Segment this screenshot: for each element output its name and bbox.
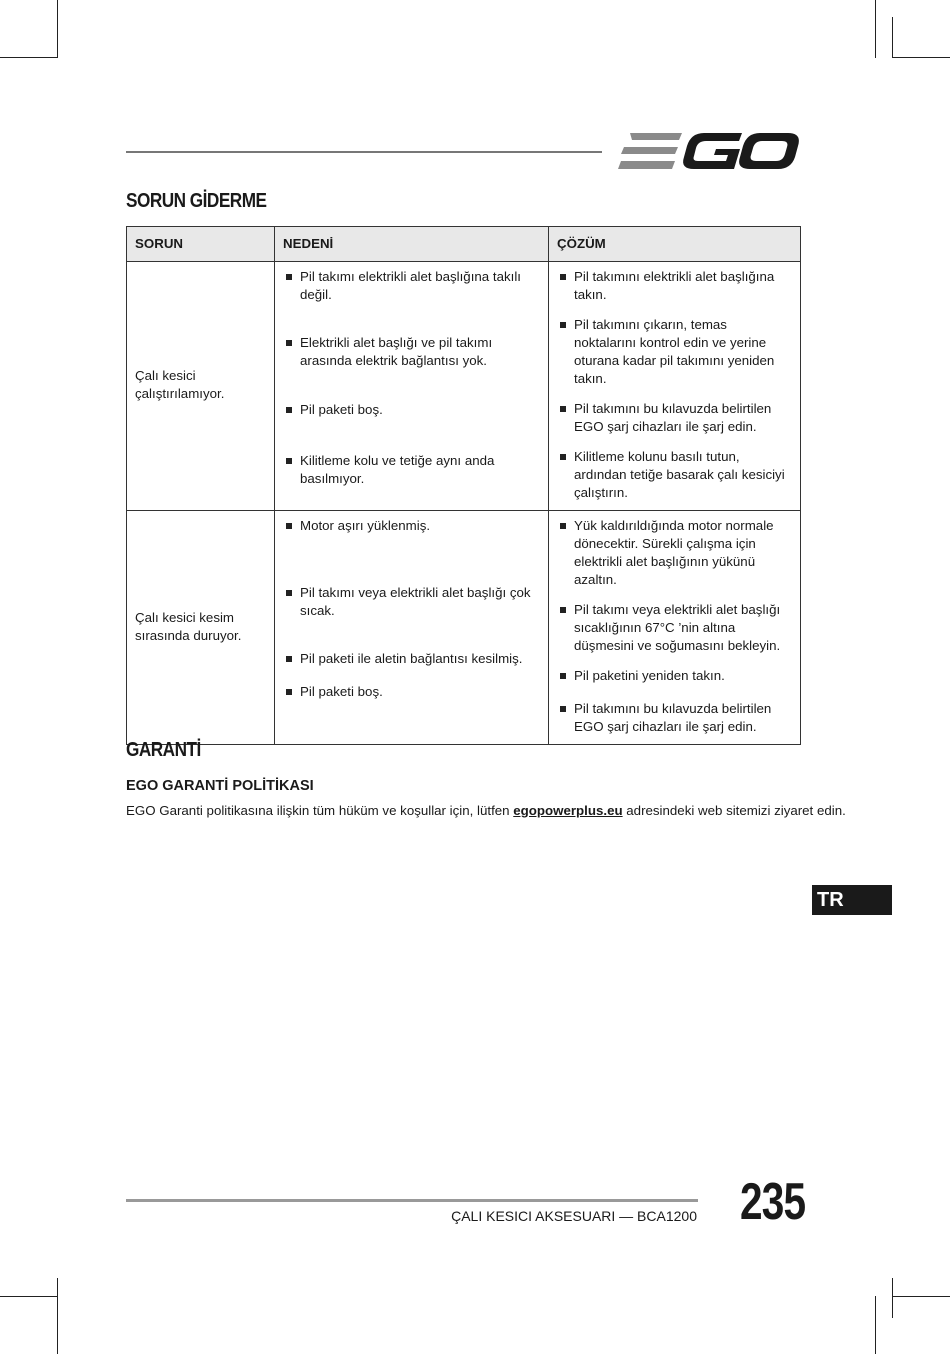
solution-item: Pil takımını bu kılavuzda belirtilen EGO şarj cihazları ile şarj edin. xyxy=(557,700,792,736)
crop-mark xyxy=(57,1278,58,1354)
cause-item: Pil takımı veya elektrikli alet başlığı çok sıcak. xyxy=(283,584,540,620)
crop-mark xyxy=(892,1296,950,1297)
warranty-text-after: adresindeki web sitemizi ziyaret edin. xyxy=(622,803,846,818)
cause-item: Pil takımı elektrikli alet başlığına takılı değil. xyxy=(283,268,540,304)
cause-item: Kilitleme kolu ve tetiğe aynı anda basılmıyor. xyxy=(283,452,540,488)
language-tab: TR xyxy=(812,885,892,915)
header-solution: ÇÖZÜM xyxy=(549,227,801,262)
troubleshooting-table xyxy=(126,226,801,745)
crop-mark xyxy=(0,57,58,58)
cause-item: Pil paketi boş. xyxy=(283,683,540,701)
warranty-subtitle: EGO GARANTİ POLİTİKASI xyxy=(126,778,314,794)
warranty-text xyxy=(126,803,846,818)
crop-mark xyxy=(57,0,58,58)
solution-item: Pil paketini yeniden takın. xyxy=(557,667,792,685)
crop-mark xyxy=(875,1296,876,1354)
table-row xyxy=(127,511,801,745)
crop-mark xyxy=(892,17,893,57)
header-cause: NEDENİ xyxy=(275,227,549,262)
crop-mark xyxy=(892,57,950,58)
solution-item: Pil takımını çıkarın, temas noktalarını kontrol edin ve yerine oturana kadar pil takımını yeniden takın. xyxy=(557,316,792,388)
troubleshooting-title: SORUN GİDERME xyxy=(126,190,267,212)
ego-logo xyxy=(618,130,800,172)
cause-item: Pil paketi boş. xyxy=(283,401,540,419)
solution-cell xyxy=(549,262,801,511)
crop-mark xyxy=(892,1278,893,1318)
table-header-row xyxy=(127,227,801,262)
cause-item: Elektrikli alet başlığı ve pil takımı arasında elektrik bağlantısı yok. xyxy=(283,334,540,370)
cause-cell xyxy=(275,262,549,511)
solution-item: Yük kaldırıldığında motor normale dönecektir. Sürekli çalışma için elektrikli alet başlığının yükünü azaltın. xyxy=(557,517,792,589)
footer-rule xyxy=(126,1199,698,1202)
cause-item: Motor aşırı yüklenmiş. xyxy=(283,517,540,535)
solution-item: Pil takımı veya elektrikli alet başlığı sıcaklığının 67°C ’nin altına düşmesini ve soğumasını bekleyin. xyxy=(557,601,792,655)
warranty-text-before: EGO Garanti politikasına ilişkin tüm hüküm ve koşullar için, lütfen xyxy=(126,803,514,818)
cause-cell xyxy=(275,511,549,745)
crop-mark xyxy=(0,1296,58,1297)
cause-item: Pil paketi ile aletin bağlantısı kesilmiş. xyxy=(283,650,540,668)
solution-item: Kilitleme kolunu basılı tutun, ardından tetiğe basarak çalı kesiciyi çalıştırın. xyxy=(557,448,792,502)
problem-text: Çalı kesici kesim sırasında duruyor. xyxy=(135,609,242,643)
problem-text: Çalı kesici çalıştırılamıyor. xyxy=(135,368,225,401)
solution-item: Pil takımını elektrikli alet başlığına takın. xyxy=(557,268,792,304)
problem-cell xyxy=(127,511,275,745)
header-problem: SORUN xyxy=(127,227,275,262)
warranty-link[interactable]: egopowerplus.eu xyxy=(513,803,623,818)
warranty-title: GARANTİ xyxy=(126,739,201,761)
solution-cell xyxy=(549,511,801,745)
table-row xyxy=(127,262,801,511)
problem-cell xyxy=(127,262,275,511)
solution-item: Pil takımını bu kılavuzda belirtilen EGO şarj cihazları ile şarj edin. xyxy=(557,400,792,436)
crop-mark xyxy=(875,0,876,58)
header-rule xyxy=(126,151,602,153)
footer-text: ÇALI KESICI AKSESUARI — BCA1200 xyxy=(451,1208,697,1224)
page-number: 235 xyxy=(740,1173,806,1231)
